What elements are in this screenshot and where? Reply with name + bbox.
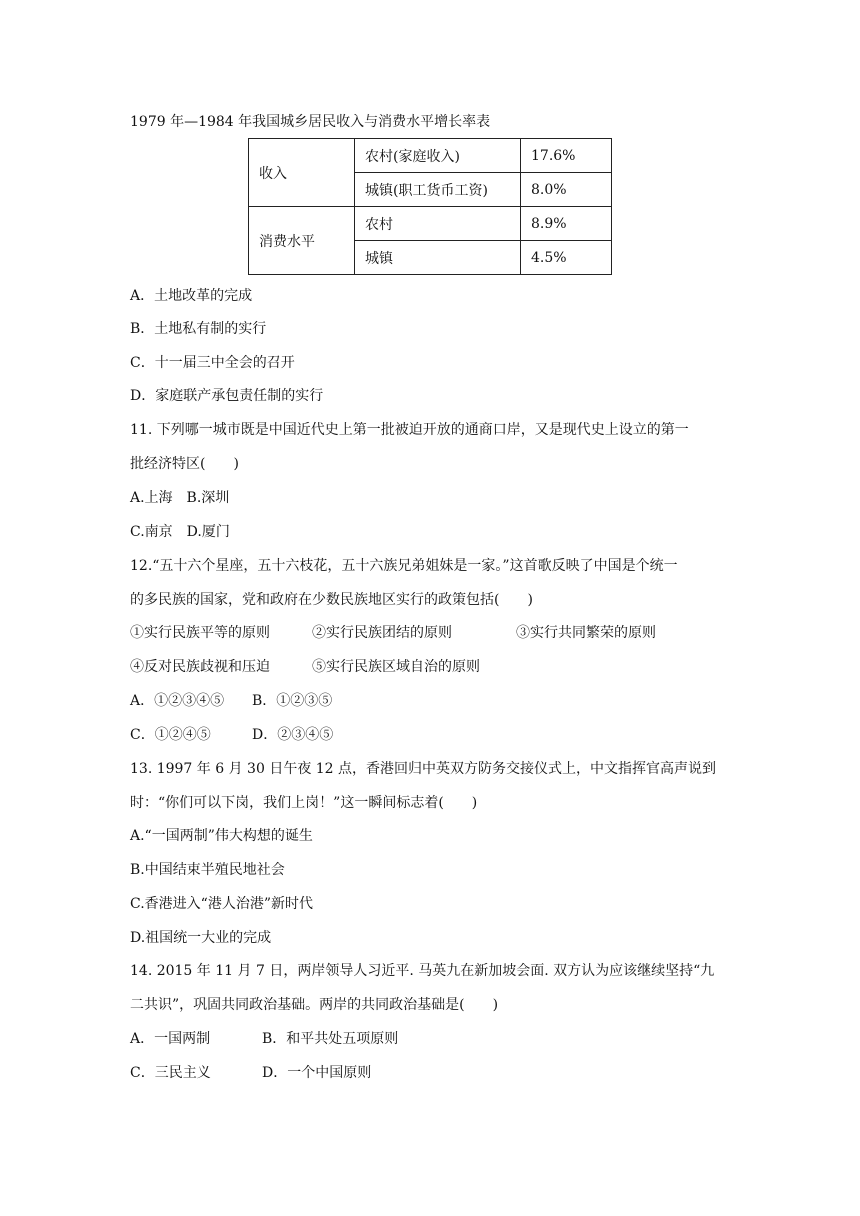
- table-item-cell: 城镇: [355, 241, 521, 275]
- q13-stem-line-1: 13. 1997 年 6 月 30 日午夜 12 点，香港回归中英双方防务交接仪式上，中文指挥官高声说到: [130, 761, 717, 777]
- q14-option-d: D．一个中国原则: [262, 1065, 372, 1081]
- q12-option-a: A．①②③④⑤: [130, 693, 225, 709]
- q14-stem-line-2: 二共识”，巩固共同政治基础。两岸的共同政治基础是( ): [130, 997, 499, 1013]
- q13-stem-line-2: 时：“你们可以下岗，我们上岗！”这一瞬间标志着( ): [130, 795, 478, 811]
- table-value-cell: 8.0%: [521, 173, 612, 207]
- table-value-cell: 4.5%: [521, 241, 612, 275]
- q12-item-1: ①实行民族平等的原则: [130, 625, 270, 641]
- q14-option-a: A．一国两制: [130, 1031, 211, 1047]
- q13-option-c: C.香港进入“港人治港”新时代: [130, 896, 313, 912]
- table-group-cell: 消费水平: [249, 207, 355, 275]
- q14-stem-line-1: 14. 2015 年 11 月 7 日，两岸领导人习近平. 马英九在新加坡会面. 双方认为应该继续坚持“九: [130, 963, 715, 979]
- q10-option-c: C．十一届三中全会的召开: [130, 355, 295, 371]
- q11-stem-line-2: 批经济特区( ): [130, 456, 239, 472]
- q12-item-3: ③实行共同繁荣的原则: [516, 625, 656, 641]
- q12-item-4: ④反对民族歧视和压迫: [130, 659, 270, 675]
- q12-option-c: C．①②④⑤: [130, 727, 211, 743]
- q12-stem-line-2: 的多民族的国家，党和政府在少数民族地区实行的政策包括( ): [130, 592, 533, 608]
- table-group-cell: 收入: [249, 139, 355, 207]
- q12-option-b: B．①②③⑤: [252, 693, 333, 709]
- q14-option-c: C．三民主义: [130, 1065, 211, 1081]
- income-consumption-table: [248, 138, 612, 275]
- q10-option-b: B．土地私有制的实行: [130, 321, 267, 337]
- table-row: [249, 207, 612, 241]
- q12-item-5: ⑤实行民族区域自治的原则: [312, 659, 480, 675]
- q12-option-d: D．②③④⑤: [252, 727, 334, 743]
- q12-item-2: ②实行民族团结的原则: [312, 625, 452, 641]
- q13-option-d: D.祖国统一大业的完成: [130, 930, 272, 946]
- table-value-cell: 8.9%: [521, 207, 612, 241]
- table-item-cell: 农村: [355, 207, 521, 241]
- q13-option-a: A.“一国两制”伟大构想的诞生: [130, 828, 313, 844]
- q11-stem-line-1: 11. 下列哪一城市既是中国近代史上第一批被迫开放的通商口岸，又是现代史上设立的第一: [130, 422, 689, 438]
- table-item-cell: 城镇(职工货币工资): [355, 173, 521, 207]
- table-value-cell: 17.6%: [521, 139, 612, 173]
- q14-option-b: B．和平共处五项原则: [262, 1031, 399, 1047]
- table-item-cell: 农村(家庭收入): [355, 139, 521, 173]
- q10-option-a: A．土地改革的完成: [130, 288, 253, 304]
- table-row: [249, 139, 612, 173]
- q10-option-d: D．家庭联产承包责任制的实行: [130, 388, 324, 404]
- q13-option-b: B.中国结束半殖民地社会: [130, 862, 285, 878]
- q12-stem-line-1: 12.“五十六个星座，五十六枝花，五十六族兄弟姐妹是一家。”这首歌反映了中国是个统一: [130, 558, 678, 574]
- q11-options-ab: A.上海 B.深圳: [130, 490, 230, 506]
- table-title: 1979 年—1984 年我国城乡居民收入与消费水平增长率表: [130, 114, 491, 130]
- q11-options-cd: C.南京 D.厦门: [130, 524, 230, 540]
